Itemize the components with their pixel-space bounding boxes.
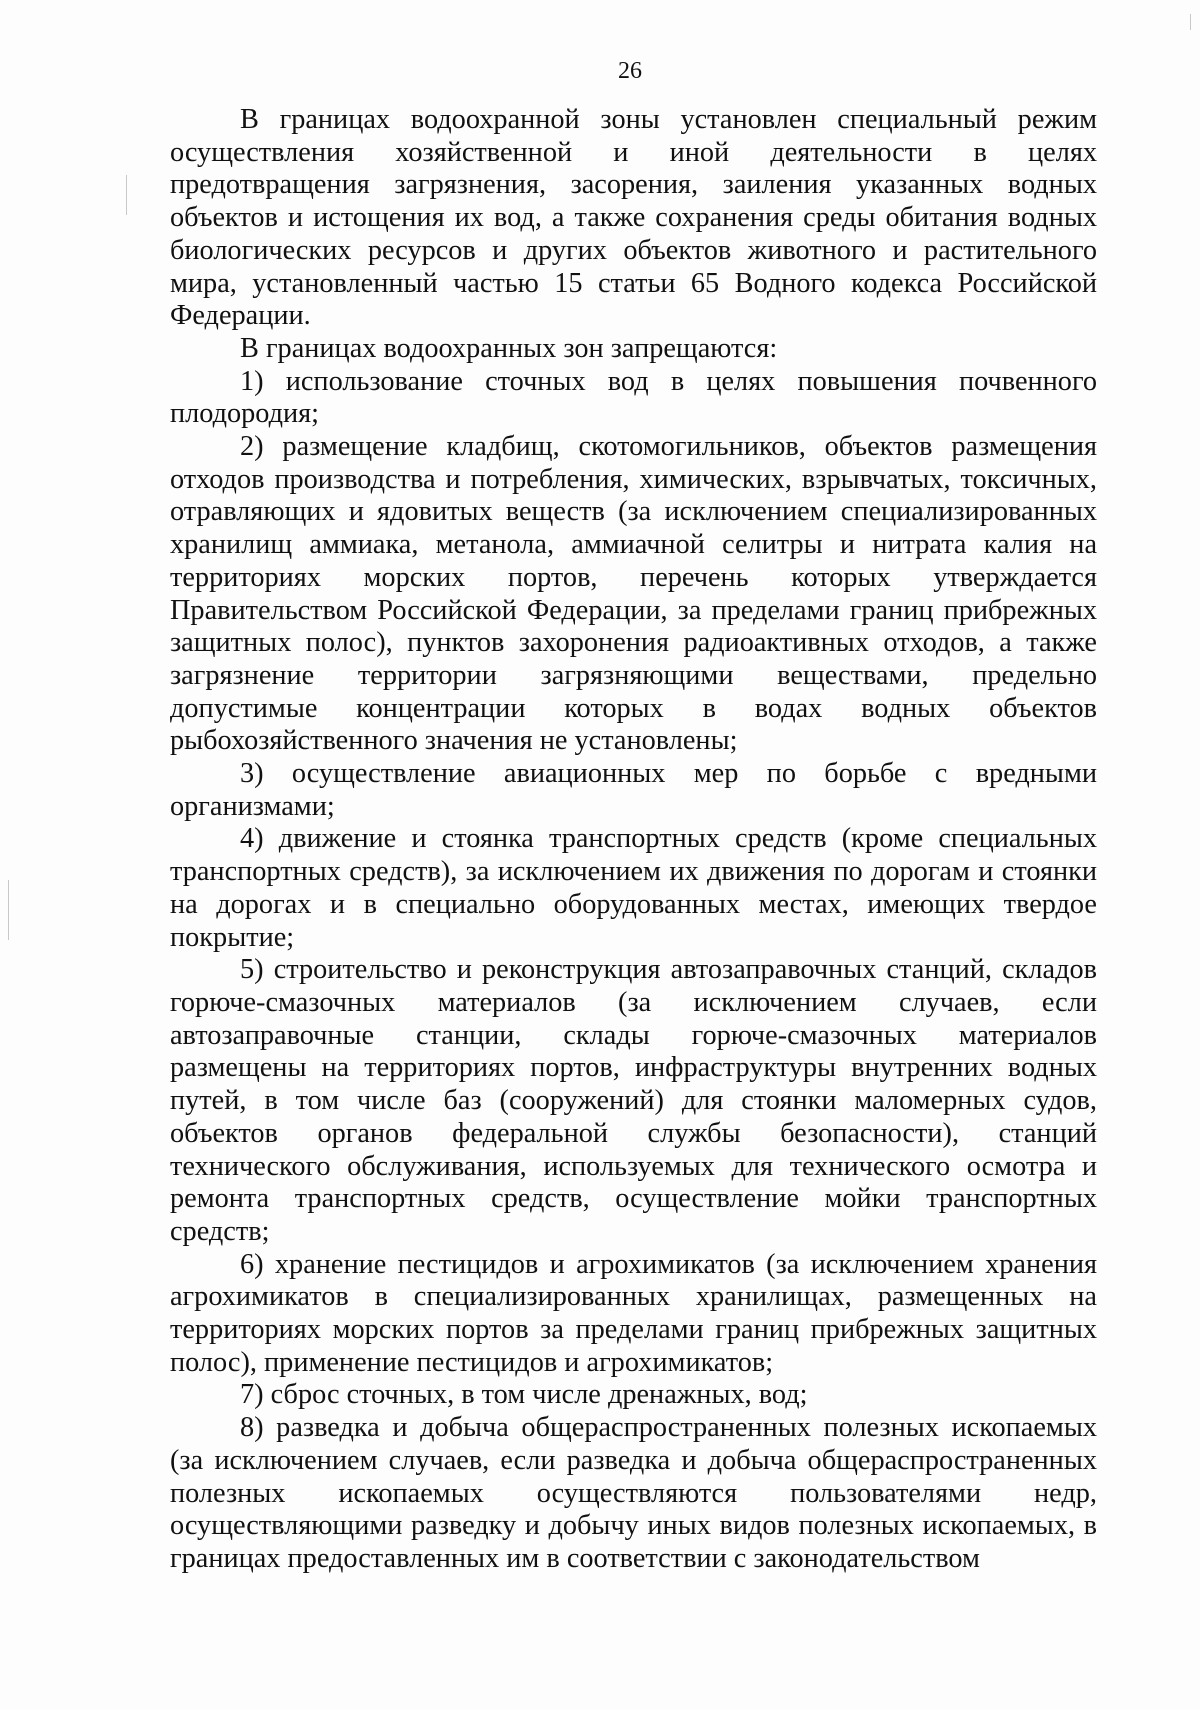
list-item-3: 3) осуществление авиационных мер по борьбе с вредными организмами; [170, 758, 1097, 822]
list-item-8: 8) разведка и добыча общераспространенных полезных ископаемых (за исключением случаев, если разведка и добыча общераспространенных полезных ископаемых осуществляются пользователями недр, осуществляющими разведку и добычу иных видов полезных ископаемых, в границах предоставленных им в соответствии с законодательством [170, 1412, 1097, 1574]
paragraph-prohibitions-intro: В границах водоохранных зон запрещаются: [240, 332, 778, 364]
list-item-5: 5) строительство и реконструкция автозаправочных станций, складов горюче-смазочных материалов (за исключением случаев, если автозаправочные станции, склады горюче-смазочных материалов размещены на территориях портов, инфраструктуры внутренних водных путей, в том числе баз (сооружений) для стоянки маломерных судов, объектов органов федеральной службы безопасности), станций технического обслуживания, используемых для технического осмотра и ремонта транспортных средств, осуществление мойки транспортных средств; [170, 954, 1097, 1247]
document-body [170, 104, 1097, 1576]
list-item-6: 6) хранение пестицидов и агрохимикатов (за исключением хранения агрохимикатов в специализированных хранилищах, размещенных на территориях морских портов за пределами границ прибрежных защитных полос), применение пестицидов и агрохимикатов; [170, 1248, 1097, 1378]
page-number: 26 [618, 58, 642, 84]
scan-artifact-line [1190, 14, 1191, 30]
list-item-7: 7) сброс сточных, в том числе дренажных, вод; [240, 1379, 808, 1411]
list-item-2: 2) размещение кладбищ, скотомогильников, объектов размещения отходов производства и потребления, химических, взрывчатых, токсичных, отравляющих и ядовитых веществ (за исключением специализированных хранилищ аммиака, метанола, аммиачной селитры и нитрата калия на территориях морских портов, перечень которых утверждается Правительством Российской Федерации, за пределами границ прибрежных защитных полос), пунктов захоронения радиоактивных отходов, а также загрязнение территории загрязняющими веществами, предельно допустимые концентрации которых в водах водных объектов рыбохозяйственного значения не установлены; [170, 431, 1097, 757]
scan-artifact-line [8, 880, 9, 940]
list-item-1: 1) использование сточных вод в целях повышения почвенного плодородия; [170, 365, 1097, 430]
paragraph-water-protection-regime: В границах водоохранной зоны установлен специальный режим осуществления хозяйственной и иной деятельности в целях предотвращения загрязнения, засорения, заиления указанных водных объектов и истощения их вод, а также сохранения среды обитания водных биологических ресурсов и других объектов животного и растительного мира, установленный частью 15 статьи 65 Водного кодекса Российской Федерации. [170, 104, 1097, 332]
list-item-4: 4) движение и стоянка транспортных средств (кроме специальных транспортных средств), за исключением их движения по дорогам и стоянки на дорогах и в специально оборудованных местах, имеющих твердое покрытие; [170, 823, 1097, 953]
scan-artifact-line [126, 175, 127, 215]
